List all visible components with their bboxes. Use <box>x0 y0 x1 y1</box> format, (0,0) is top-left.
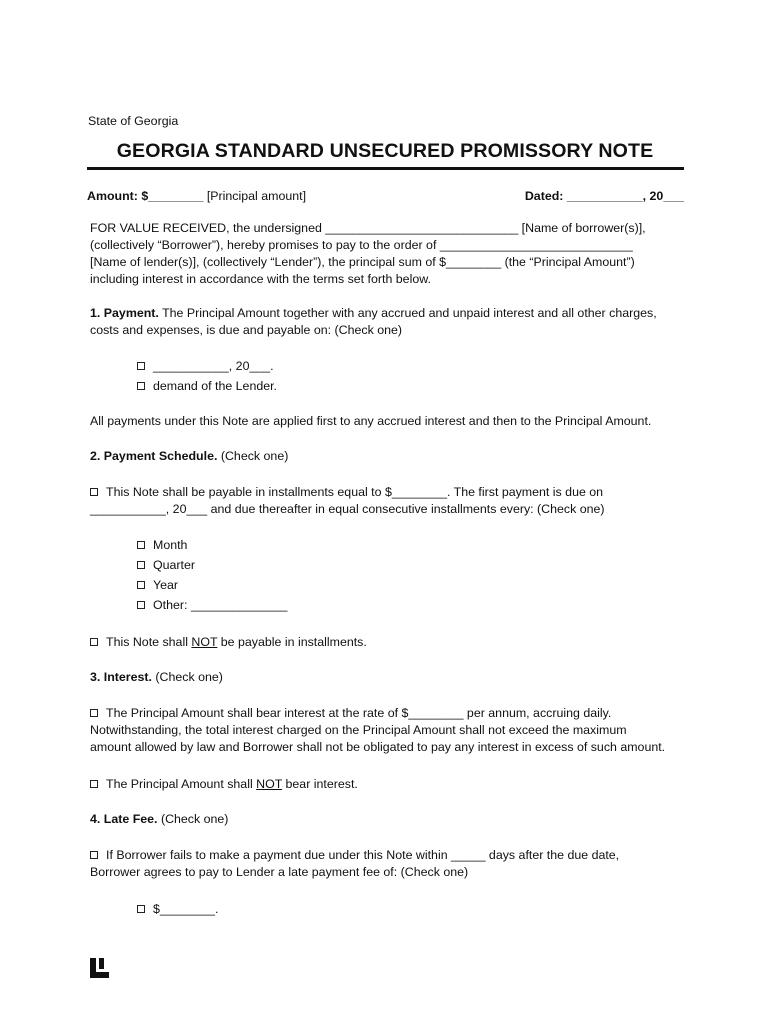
section-text: costs and expenses, is due and payable on: (Check one) <box>90 323 403 337</box>
frequency-month[interactable] <box>137 537 187 554</box>
option-label: ___________, 20___ and due thereafter in equal consecutive installments every: (Check one) <box>90 502 605 516</box>
intro-line: (collectively “Borrower”), hereby promises to pay to the order of ____________________________ <box>90 238 633 252</box>
intro-line: including interest in accordance with the terms set forth below. <box>90 272 431 286</box>
logo-graphic <box>90 958 110 978</box>
interest-rate-option[interactable] <box>90 705 690 756</box>
option-label: demand of the Lender. <box>153 379 278 393</box>
option-label: Borrower agrees to pay to Lender a late payment fee of: (Check one) <box>90 865 469 879</box>
option-label: Year <box>153 578 179 592</box>
checkbox[interactable] <box>90 709 98 717</box>
not-emphasis: NOT <box>191 635 218 649</box>
checkbox[interactable] <box>137 382 145 390</box>
option-label: If Borrower fails to make a payment due under this Note within _____ days after the due date, <box>106 848 620 862</box>
section-suffix: (Check one) <box>151 670 223 684</box>
option-label: Quarter <box>153 558 196 572</box>
option-label: The Principal Amount shall bear interest at the rate of $________ per annum, accruing daily. <box>106 706 612 720</box>
section-heading: 1. Payment. <box>90 306 159 320</box>
legal-templates-logo-icon <box>90 958 110 978</box>
option-label: be payable in installments. <box>217 635 367 649</box>
section-heading: 2. Payment Schedule. <box>90 449 218 463</box>
section-text: The Principal Amount together with any accrued and unpaid interest and all other charges, <box>158 306 657 320</box>
amount-hint: [Principal amount] <box>203 189 307 203</box>
late-fee-amount-option[interactable] <box>137 901 218 918</box>
document-title: GEORGIA STANDARD UNSECURED PROMISSORY NOTE <box>116 140 654 162</box>
option-label: Notwithstanding, the total interest charged on the Principal Amount shall not exceed the maximum <box>90 723 627 737</box>
checkbox[interactable] <box>90 638 98 646</box>
option-label: ___________, 20___. <box>153 359 274 373</box>
section-heading: 4. Late Fee. <box>90 812 158 826</box>
option-label: bear interest. <box>282 777 358 791</box>
section-payment-schedule <box>90 448 690 465</box>
section-payment <box>90 305 690 339</box>
not-emphasis: NOT <box>256 777 283 791</box>
late-fee-option[interactable] <box>90 847 690 881</box>
intro-line: FOR VALUE RECEIVED, the undersigned ____________________________ [Name of borrower(s)], <box>90 221 646 235</box>
checkbox[interactable] <box>137 362 145 370</box>
checkbox[interactable] <box>90 780 98 788</box>
payment-option-demand[interactable] <box>137 378 277 395</box>
section-heading: 3. Interest. <box>90 670 152 684</box>
no-installments-option[interactable] <box>90 634 690 651</box>
checkbox[interactable] <box>137 601 145 609</box>
installments-option[interactable] <box>90 484 690 518</box>
option-label: amount allowed by law and Borrower shall not be obligated to pay any interest in excess of such amount. <box>90 740 666 754</box>
state-label: State of Georgia <box>88 114 179 128</box>
checkbox[interactable] <box>90 851 98 859</box>
section-late-fee <box>90 811 690 828</box>
amount-label: Amount: $________ <box>87 189 204 203</box>
option-label: Month <box>153 538 188 552</box>
checkbox[interactable] <box>137 905 145 913</box>
intro-line: [Name of lender(s)], (collectively “Lender”), the principal sum of $________ (the “Principal Amount”) <box>90 255 635 269</box>
dated-field: Dated: ___________, 20___ <box>524 189 684 203</box>
option-label: The Principal Amount shall <box>106 777 257 791</box>
option-label: $________. <box>153 902 219 916</box>
option-label: This Note shall <box>106 635 192 649</box>
no-interest-option[interactable] <box>90 776 690 793</box>
section-suffix: (Check one) <box>217 449 289 463</box>
amount-field <box>87 188 306 205</box>
section-interest <box>90 669 690 686</box>
checkbox[interactable] <box>137 581 145 589</box>
frequency-other[interactable] <box>137 597 287 614</box>
option-label: This Note shall be payable in installments equal to $________. The first payment is due on <box>106 485 604 499</box>
section-suffix: (Check one) <box>157 812 229 826</box>
intro-paragraph <box>90 220 690 288</box>
frequency-quarter[interactable] <box>137 557 195 574</box>
checkbox[interactable] <box>137 561 145 569</box>
frequency-year[interactable] <box>137 577 178 594</box>
payment-note: All payments under this Note are applied first to any accrued interest and then to the Principal Amount. <box>90 414 652 428</box>
checkbox[interactable] <box>137 541 145 549</box>
title-rule <box>87 167 684 170</box>
payment-option-date[interactable] <box>137 358 274 375</box>
option-label: Other: ______________ <box>153 598 288 612</box>
checkbox[interactable] <box>90 488 98 496</box>
